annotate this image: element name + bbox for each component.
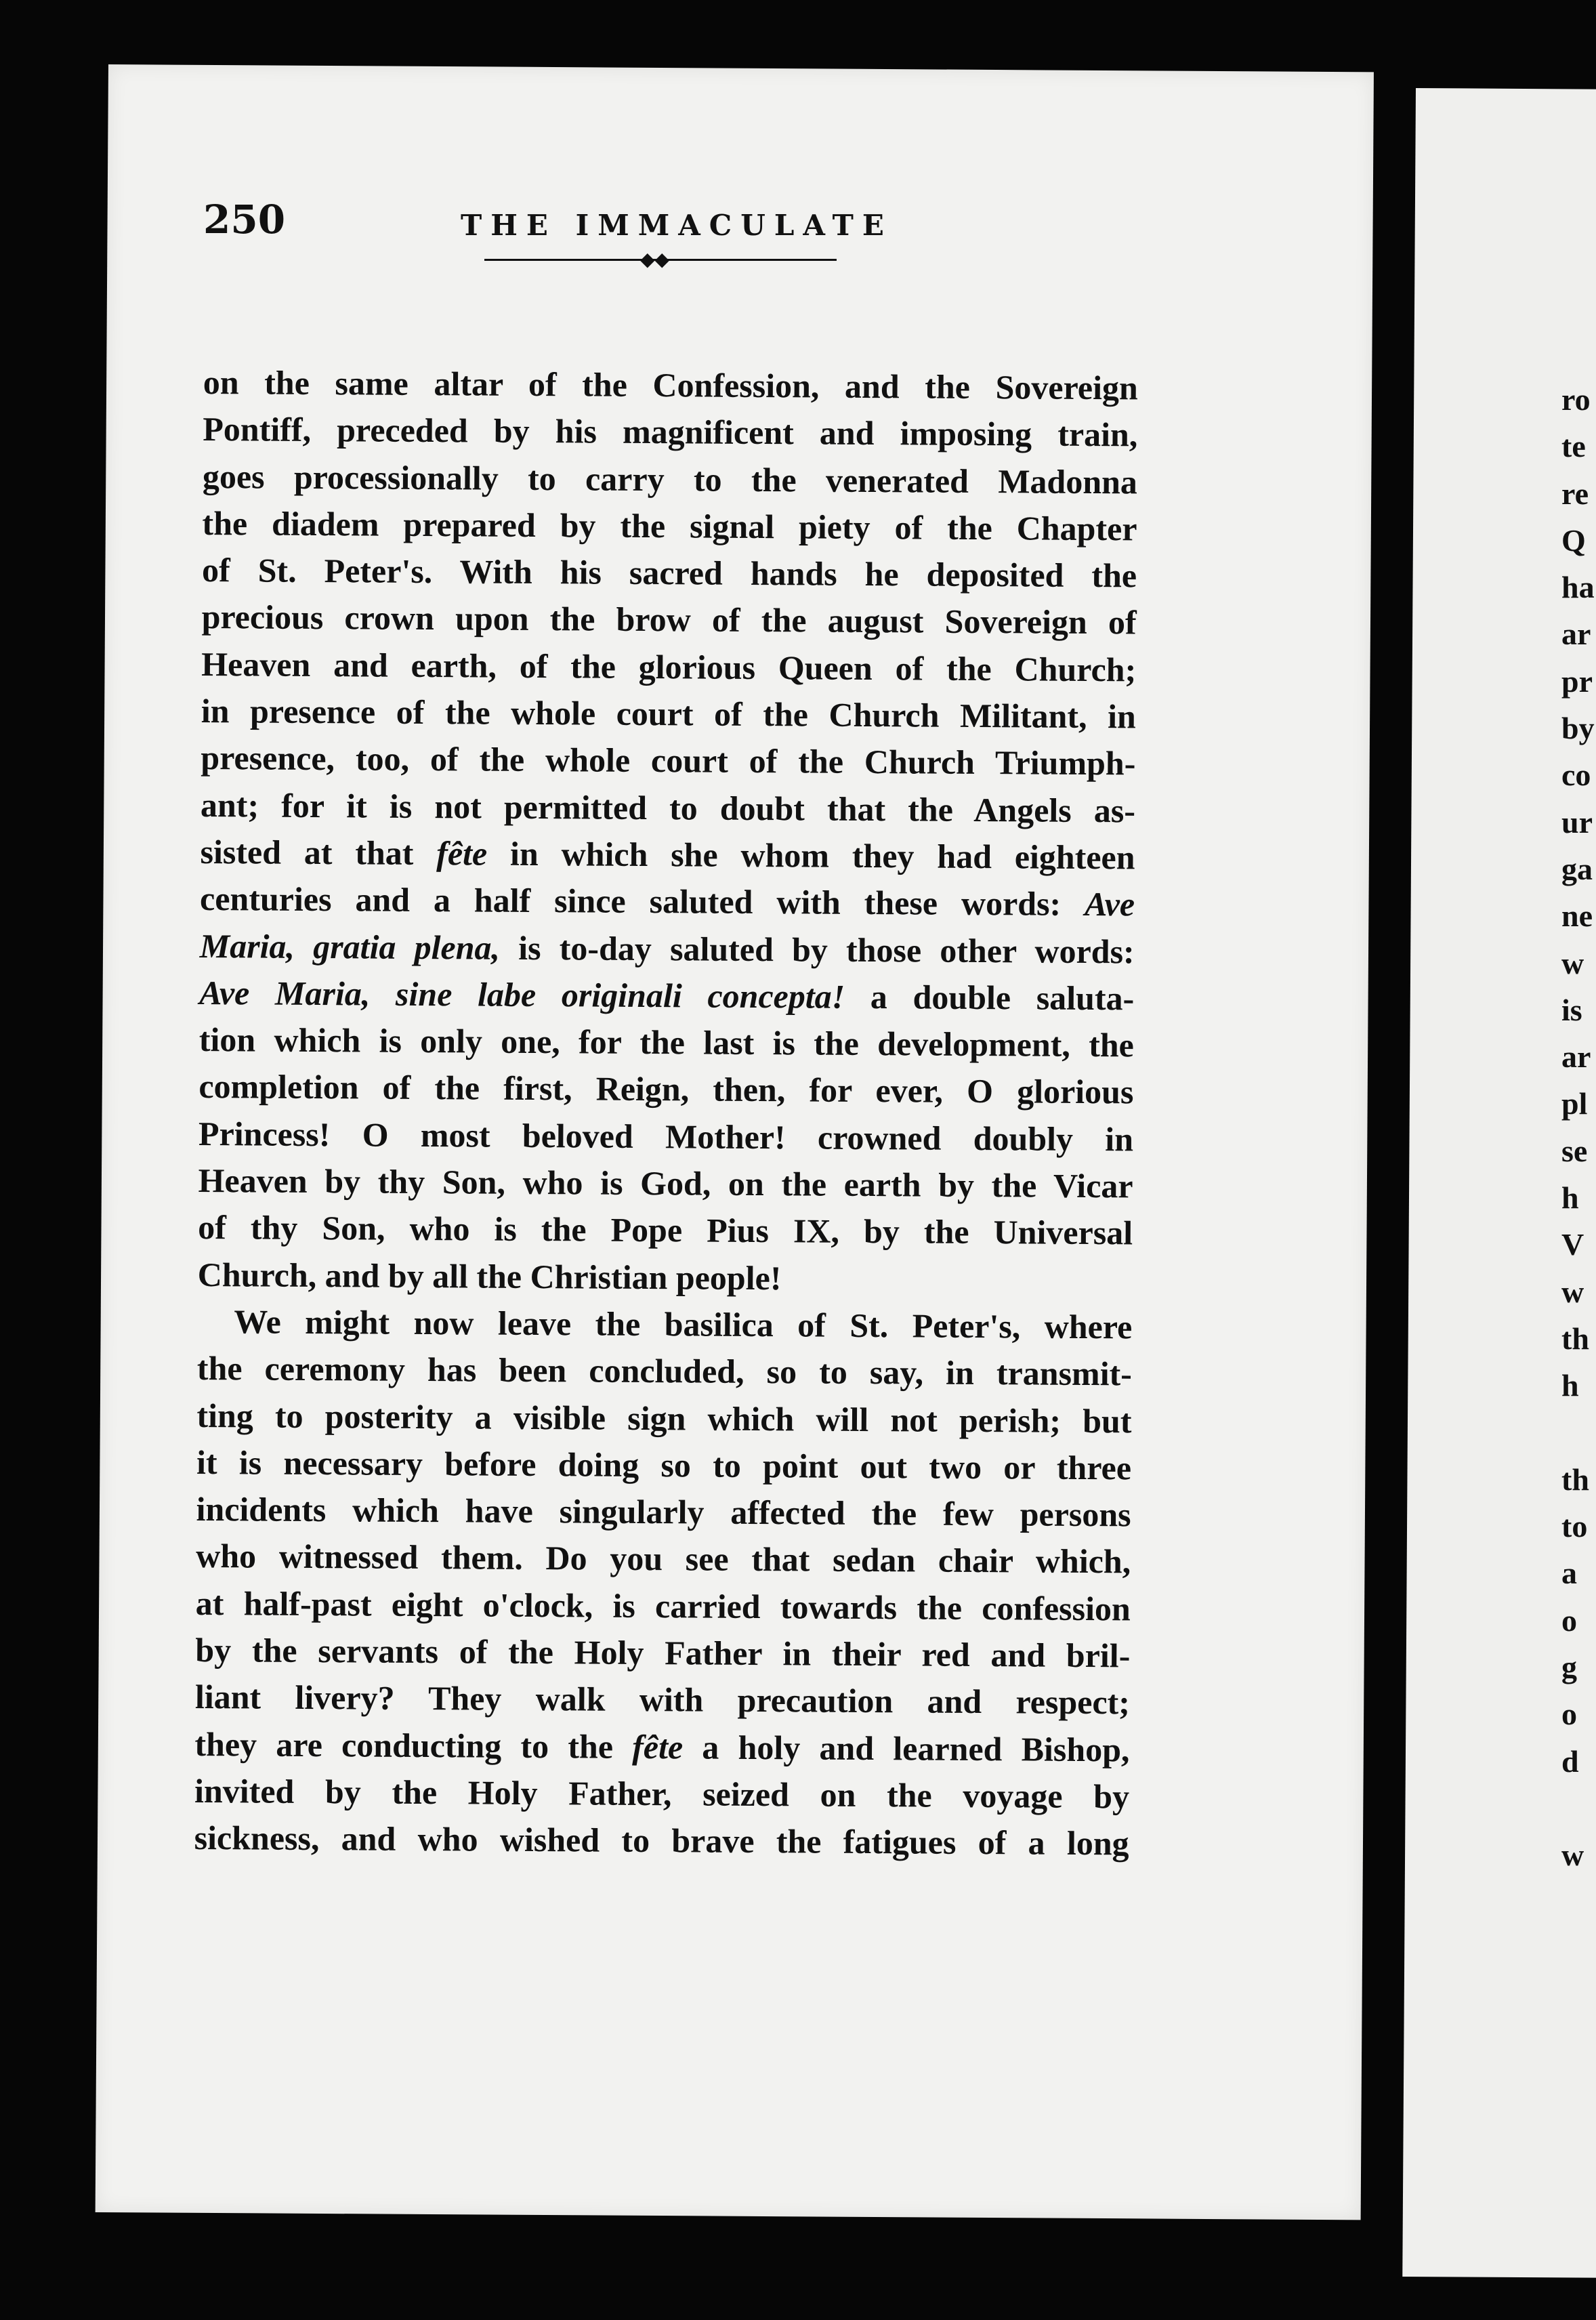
line-text: centuries and a half since saluted with these words:	[199, 879, 1085, 924]
text-line	[201, 594, 1136, 646]
text-line	[196, 1439, 1131, 1492]
italic-text: Maria, gratia plena,	[199, 926, 501, 967]
line-text: in which she whom they had eighteen	[487, 834, 1135, 877]
facing-page-fragment: pl	[1561, 1086, 1588, 1121]
line-text: is to-day saluted by those other words:	[499, 928, 1135, 970]
line-text: the diadem prepared by the signal piety of the Chapter	[202, 503, 1137, 548]
facing-page-fragment: pr	[1561, 663, 1593, 699]
facing-page-fragment: ar	[1561, 617, 1591, 652]
text-line	[201, 734, 1135, 787]
facing-page-fragment: th	[1561, 1321, 1589, 1356]
facing-page-fragment: se	[1561, 1133, 1588, 1168]
italic-text: fête	[436, 834, 488, 873]
line-text: goes processionally to carry to the venerated Madonna	[202, 457, 1138, 501]
facing-page-fragment	[1561, 1785, 1595, 1831]
facing-page-text	[1561, 376, 1595, 1879]
facing-page-fragment: w	[1561, 1838, 1584, 1873]
line-text: a double saluta-	[844, 977, 1135, 1018]
text-line	[200, 875, 1135, 928]
text-line	[196, 1486, 1131, 1539]
facing-page-fragment: ne	[1561, 898, 1593, 934]
facing-page-fragment	[1561, 1409, 1595, 1456]
line-text: We might now leave the basilica of St. Peter's, where	[234, 1302, 1133, 1346]
text-line	[202, 500, 1137, 553]
text-line	[202, 547, 1137, 600]
line-text: it is necessary before doing so to point out two or three	[196, 1443, 1132, 1487]
text-line	[194, 1768, 1129, 1821]
line-text: ting to posterity a visible sign which will not perish; but	[196, 1396, 1132, 1440]
facing-page-fragment: h	[1561, 1368, 1579, 1403]
line-text: of thy Son, who is the Pope Pius IX, by the Universal	[198, 1208, 1133, 1252]
body-text	[194, 359, 1138, 1867]
facing-page-fragment: V	[1561, 1227, 1584, 1262]
line-text: liant livery? They walk with precaution and respect;	[194, 1678, 1131, 1722]
text-line	[199, 1016, 1134, 1069]
line-text: Heaven and earth, of the glorious Queen of the Church;	[201, 644, 1137, 689]
facing-page-fragment: ur	[1561, 804, 1593, 840]
text-line	[201, 641, 1136, 694]
line-text: a holy and learned Bishop,	[682, 1727, 1130, 1769]
line-text: precious crown upon the brow of the august Sovereign of	[201, 598, 1137, 642]
text-line	[194, 1721, 1129, 1774]
text-line	[198, 1157, 1133, 1210]
text-line	[199, 923, 1134, 976]
facing-page-fragment: is	[1561, 992, 1582, 1027]
line-text: Heaven by thy Son, who is God, on the earth by the Vicar	[198, 1161, 1133, 1205]
line-text: in presence of the whole court of the Church Militant, in	[201, 692, 1136, 736]
line-text: at half-past eight o'clock, is carried towards the confession	[195, 1583, 1131, 1628]
text-line	[198, 1204, 1133, 1257]
line-text: the ceremony has been concluded, so to say, in transmit-	[196, 1349, 1133, 1393]
italic-text: Ave Maria, sine labe originali concepta!	[199, 973, 845, 1016]
rule-ornament-icon: ◆◆	[640, 248, 670, 270]
facing-page-fragment: by	[1561, 711, 1595, 746]
line-text: Princess! O most beloved Mother! crowned doubly in	[198, 1114, 1134, 1159]
line-text: presence, too, of the whole court of the Church Triumph-	[201, 739, 1136, 783]
page-number: 250	[203, 196, 286, 243]
facing-page-fragment: te	[1561, 429, 1586, 464]
facing-page-fragment: ro	[1561, 382, 1591, 417]
facing-page-fragment: to	[1561, 1509, 1588, 1544]
text-line	[195, 1674, 1130, 1726]
line-text: who witnessed them. Do you see that sedan chair which,	[196, 1537, 1131, 1581]
italic-text: Ave	[1084, 885, 1135, 924]
text-line	[198, 1251, 1133, 1304]
facing-page-fragment: ha	[1561, 570, 1595, 605]
line-text: ant; for it is not permitted to doubt that the Angels as-	[200, 785, 1136, 830]
text-line	[198, 1063, 1133, 1116]
facing-page-fragment: ar	[1561, 1039, 1591, 1075]
facing-page-fragment: th	[1561, 1462, 1589, 1497]
text-line	[203, 453, 1137, 506]
text-line	[200, 829, 1135, 882]
text-line	[196, 1533, 1131, 1586]
line-text: incidents which have singularly affected the few persons	[196, 1490, 1131, 1534]
page-header	[203, 196, 1043, 305]
line-text: by the servants of the Holy Father in their red and bril-	[195, 1630, 1131, 1675]
line-text: completion of the first, Reign, then, for ever, O glorious	[198, 1067, 1134, 1111]
line-text: sisted at that	[200, 832, 437, 873]
line-text: Pontiff, preceded by his magnificent and imposing train,	[203, 410, 1138, 454]
facing-page-fragment: a	[1561, 1556, 1577, 1591]
text-line	[203, 359, 1138, 412]
facing-page-fragment: co	[1561, 758, 1591, 793]
running-head: THE IMMACULATE	[461, 209, 893, 242]
text-line	[198, 1111, 1133, 1163]
text-line	[197, 1298, 1132, 1351]
line-text: tion which is only one, for the last is the development, the	[198, 1020, 1135, 1064]
text-line	[203, 406, 1137, 459]
text-line	[196, 1580, 1131, 1633]
line-text: invited by the Holy Father, seized on the voyage by	[194, 1771, 1130, 1816]
line-text: they are conducting to the	[194, 1724, 633, 1766]
facing-page-fragment: Q	[1561, 522, 1586, 558]
facing-page-fragment: g	[1561, 1650, 1577, 1685]
line-text: Church, and by all the Christian people!	[197, 1255, 782, 1297]
facing-page-fragment: h	[1561, 1180, 1579, 1216]
line-text: on the same altar of the Confession, and the Sovereign	[203, 362, 1138, 407]
text-line	[197, 1345, 1132, 1398]
line-text: of St. Peter's. With his sacred hands he deposited the	[201, 551, 1137, 595]
facing-page-fragment: o	[1561, 1602, 1577, 1638]
facing-page-fragment: w	[1561, 1274, 1584, 1309]
facing-page-fragment: o	[1561, 1697, 1577, 1732]
line-text: sickness, and who wished to brave the fatigues of a long	[194, 1819, 1129, 1863]
facing-page-fragment: w	[1561, 945, 1584, 980]
italic-text: fête	[632, 1727, 684, 1766]
facing-page-fragment: ga	[1561, 851, 1593, 886]
text-line	[201, 782, 1135, 835]
text-line	[201, 688, 1136, 741]
text-line	[199, 970, 1134, 1022]
facing-page-fragment: d	[1561, 1743, 1579, 1779]
facing-page-fragment: re	[1561, 476, 1589, 511]
text-line	[196, 1392, 1131, 1445]
text-line	[195, 1627, 1130, 1680]
text-line	[194, 1815, 1129, 1867]
